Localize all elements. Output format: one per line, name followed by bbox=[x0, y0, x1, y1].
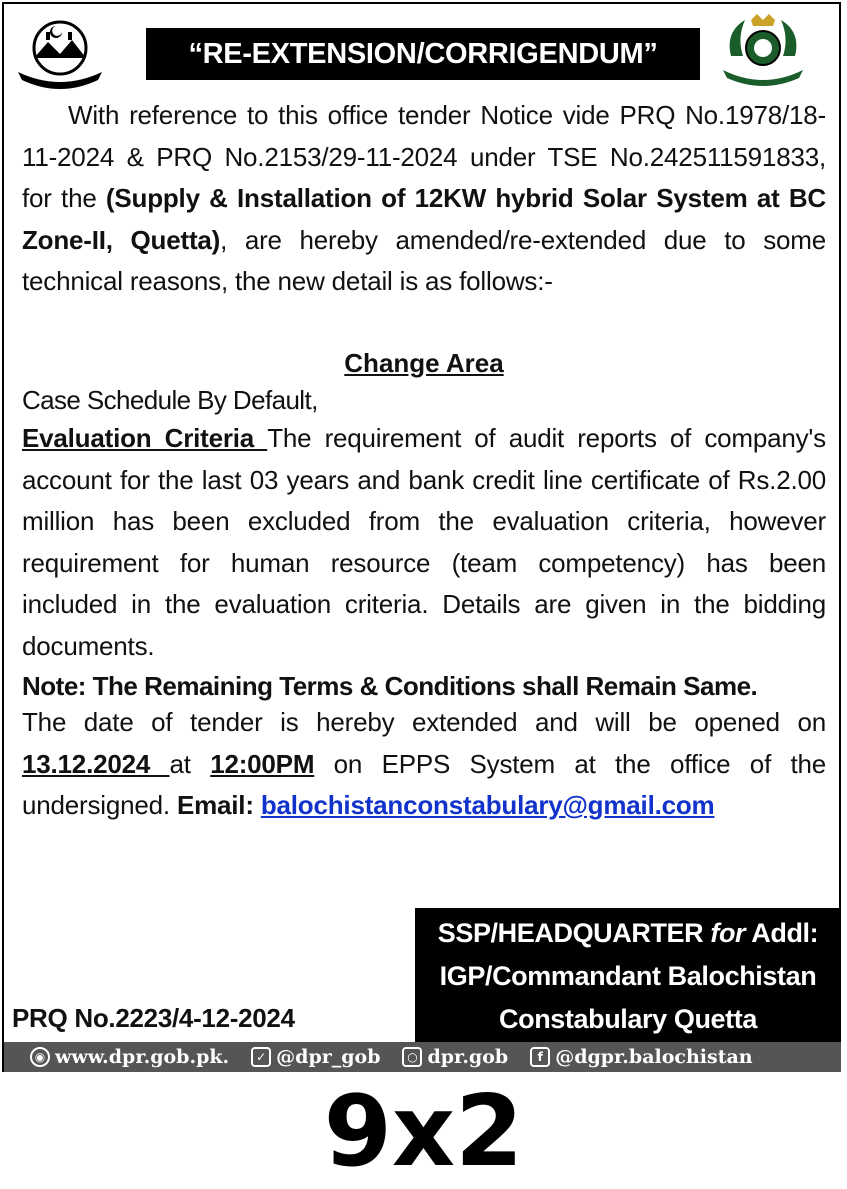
signature-line-2: IGP/Commandant Balochistan bbox=[439, 961, 817, 991]
opening-date: 13.12.2024 bbox=[22, 748, 170, 779]
footer-facebook[interactable]: f @dgpr.balochistan bbox=[530, 1046, 752, 1068]
ad-size-label: 9x2 bbox=[323, 1075, 524, 1189]
reference-text-continued: , are hereby amended/re-extended due to some technical reasons, the new detail is as follows:- bbox=[22, 224, 826, 296]
case-schedule-line: Case Schedule By Default, bbox=[22, 385, 318, 415]
signature-line-3: Constabulary Quetta bbox=[499, 1004, 757, 1034]
evaluation-criteria-paragraph bbox=[22, 418, 826, 667]
footer-bar bbox=[4, 1042, 841, 1072]
footer-twitter[interactable]: ✓ @dpr_gob bbox=[251, 1046, 380, 1068]
date-extension-paragraph bbox=[22, 702, 826, 827]
notice-title: “RE-EXTENSION/CORRIGENDUM” bbox=[146, 28, 700, 80]
epps-text: on EPPS System at the office of the undersigned. bbox=[22, 748, 827, 820]
footer-website[interactable]: ◉ www.dpr.gob.pk. bbox=[30, 1046, 229, 1068]
reference-text: With reference to this office tender Notice vide PRQ No.1978/18-11-2024 & PRQ No.2153/29-11-2024 under TSE No.242511591833, for the bbox=[22, 100, 826, 213]
evaluation-criteria-label: Evaluation Criteria bbox=[22, 423, 268, 453]
note-line: Note: The Remaining Terms & Conditions shall Remain Same. bbox=[22, 671, 758, 701]
reference-paragraph bbox=[22, 95, 826, 303]
date-text: The date of tender is hereby extended and will be opened on bbox=[22, 707, 826, 737]
tender-subject: (Supply & Installation of 12KW hybrid Solar System at BC Zone-II, Quetta) bbox=[22, 183, 826, 255]
balochistan-constabulary-logo-icon bbox=[717, 12, 809, 90]
globe-icon: ◉ bbox=[30, 1047, 50, 1067]
at-text: at bbox=[169, 748, 211, 779]
instagram-icon: ○ bbox=[402, 1047, 422, 1067]
balochistan-government-logo-icon bbox=[12, 14, 108, 94]
opening-time: 12:00PM bbox=[210, 748, 315, 779]
signature-line-1: SSP/HEADQUARTER for Addl: bbox=[437, 918, 819, 948]
twitter-icon: ✓ bbox=[251, 1047, 271, 1067]
facebook-icon: f bbox=[530, 1047, 550, 1067]
change-area-heading: Change Area bbox=[344, 348, 504, 378]
evaluation-criteria-text: The requirement of audit reports of company's account for the last 03 years and bank credit line certificate of Rs.2.00 million has been excluded from the evaluation criteria, however requirement for human resource (team competency) has been included in the evaluation criteria. Details are given in the bidding documents. bbox=[22, 423, 826, 661]
signature-block bbox=[415, 908, 841, 1042]
footer-instagram[interactable]: ○ dpr.gob bbox=[402, 1046, 508, 1068]
email-label: Email: bbox=[176, 790, 261, 820]
email-link[interactable]: balochistanconstabulary@gmail.com bbox=[260, 790, 715, 820]
prq-number: PRQ No.2223/4-12-2024 bbox=[12, 1003, 295, 1033]
